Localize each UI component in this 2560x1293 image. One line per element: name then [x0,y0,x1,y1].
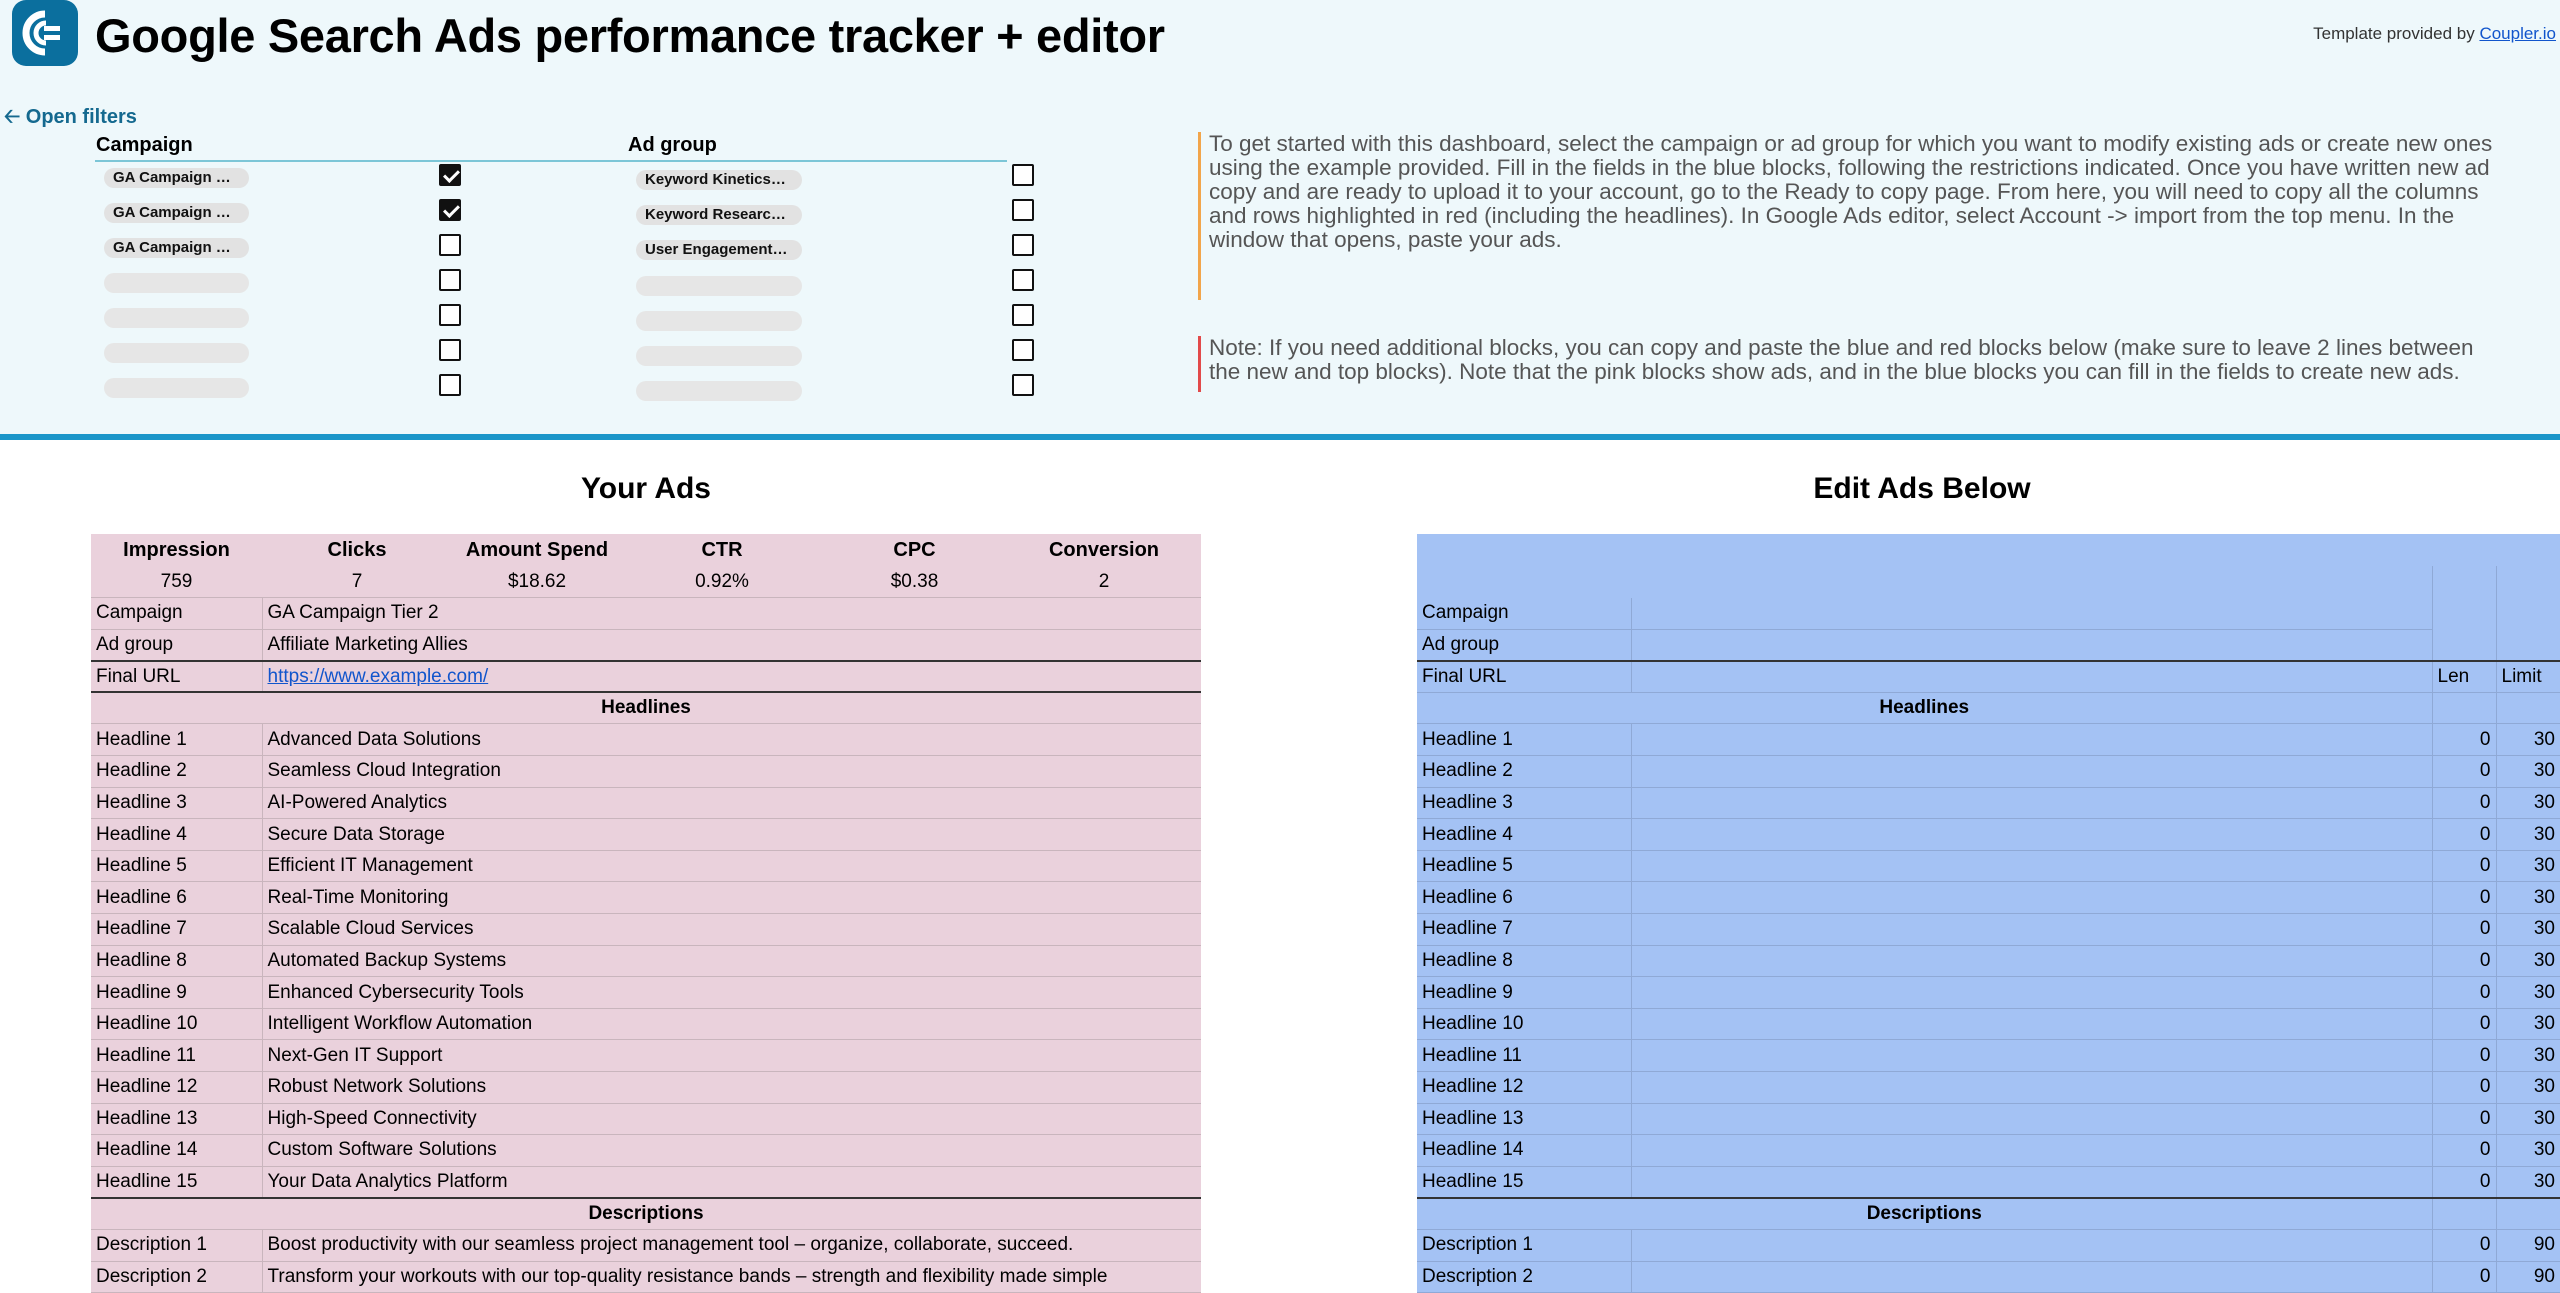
table-row [1417,661,2560,693]
row-label: Description 2 [91,1261,262,1293]
campaign-checkbox[interactable] [439,269,461,291]
headline-input[interactable] [1631,1040,2432,1072]
headline-input[interactable] [1631,914,2432,946]
table-row [1417,1135,2560,1167]
headline-text[interactable]: Enhanced Cybersecurity Tools [262,977,1201,1009]
campaign-checkbox[interactable] [439,234,461,256]
row-label: Description 2 [1417,1261,1631,1293]
adgroup-checkbox[interactable] [1012,269,1034,291]
row-label: Headline 13 [91,1103,262,1135]
table-row [91,1166,1201,1198]
table-row [91,598,1201,630]
campaign-checkbox[interactable] [439,164,461,186]
len-value: 0 [2432,850,2496,882]
campaign-chip-empty [104,343,249,363]
row-label: Final URL [1417,661,1631,693]
row-label: Ad group [1417,629,1631,661]
adgroup-value[interactable]: Affiliate Marketing Allies [262,629,1201,661]
adgroup-checkbox[interactable] [1012,234,1034,256]
headline-text[interactable]: Robust Network Solutions [262,1072,1201,1104]
row-label: Final URL [91,661,262,693]
table-row [1417,1103,2560,1135]
headline-input[interactable] [1631,850,2432,882]
limit-value: 30 [2496,819,2560,851]
row-label: Headline 12 [1417,1072,1631,1104]
len-value: 0 [2432,787,2496,819]
len-value: 0 [2432,756,2496,788]
table-row [1417,977,2560,1009]
headline-text[interactable]: Seamless Cloud Integration [262,756,1201,788]
headline-input[interactable] [1631,1135,2432,1167]
row-label: Headline 9 [1417,977,1631,1009]
table-row [91,661,1201,693]
table-row [91,819,1201,851]
campaign-chip[interactable]: GA Campaign … [104,238,249,258]
row-label: Headline 11 [1417,1040,1631,1072]
row-label: Headline 3 [1417,787,1631,819]
row-label: Headline 8 [1417,945,1631,977]
table-row [91,724,1201,756]
row-label: Headline 10 [1417,1008,1631,1040]
row-label: Headline 15 [91,1166,262,1198]
row-label: Headline 1 [1417,724,1631,756]
len-value: 0 [2432,1229,2496,1261]
campaign-checkbox[interactable] [439,199,461,221]
row-label: Headline 5 [91,850,262,882]
row-label: Ad group [91,629,262,661]
len-header: Len [2432,661,2496,693]
row-label: Headline 8 [91,945,262,977]
table-row [91,1103,1201,1135]
headline-text[interactable]: Your Data Analytics Platform [262,1166,1201,1198]
table-row [1417,756,2560,788]
open-filters-button[interactable]: 🡠 Open filters [4,106,137,128]
table-row [1417,914,2560,946]
table-row [1417,1166,2560,1198]
additional-blocks-note: Note: If you need additional blocks, you can copy and paste the blue and red blocks below (make sure to leave 2 lines between the new and top blocks). Note that the pink blocks show ads, and in the blue blocks you can fill in the fields to create new ads. [1198,336,2508,392]
len-value: 0 [2432,1261,2496,1293]
final-url-input[interactable] [1631,661,2432,693]
campaign-checkbox[interactable] [439,374,461,396]
campaign-input[interactable] [1631,598,2432,630]
table-row [1417,819,2560,851]
adgroup-checkbox[interactable] [1012,199,1034,221]
table-row [1417,1072,2560,1104]
table-row [91,1229,1201,1261]
table-row [91,1008,1201,1040]
table-row [91,1072,1201,1104]
limit-value: 30 [2496,1072,2560,1104]
template-credit: Template provided by Coupler.io [2313,24,2556,43]
filter-divider [95,160,1007,162]
table-row [1417,882,2560,914]
instructions-note: To get started with this dashboard, select the campaign or ad group for which you want to modify existing ads or create new ones using the example provided. Fill in the fields in the blue blocks, following the restrictions indicated. Once you have written new ad copy and are ready to upload it to your account, go to the Ready to copy page. From here, you will need to copy all the columns and rows highlighted in red (including the headlines). In Google Ads editor, select Account -> import from the top menu. In the window that opens, paste your ads. [1198,132,2508,300]
adgroup-chip[interactable]: Keyword Researc… [636,205,802,225]
headline-text[interactable]: Intelligent Workflow Automation [262,1008,1201,1040]
headline-text[interactable]: Custom Software Solutions [262,1135,1201,1167]
limit-value: 90 [2496,1261,2560,1293]
limit-value: 30 [2496,1166,2560,1198]
campaign-checkbox[interactable] [439,339,461,361]
stat-value: $18.62 [452,566,622,598]
headline-text[interactable]: Automated Backup Systems [262,945,1201,977]
table-row [1417,1229,2560,1261]
row-label: Headline 1 [91,724,262,756]
adgroup-input[interactable] [1631,629,2432,661]
headline-input[interactable] [1631,724,2432,756]
row-label: Campaign [91,598,262,630]
headlines-group-label: Headlines [1417,692,2432,724]
headline-input[interactable] [1631,1008,2432,1040]
len-value: 0 [2432,1103,2496,1135]
limit-value: 30 [2496,756,2560,788]
headline-input[interactable] [1631,756,2432,788]
row-label: Headline 13 [1417,1103,1631,1135]
description-text[interactable]: Boost productivity with our seamless project management tool – organize, collaborate, succeed. [262,1229,1201,1261]
table-row [91,850,1201,882]
len-value: 0 [2432,882,2496,914]
row-label: Headline 7 [1417,914,1631,946]
headline-text[interactable]: AI-Powered Analytics [262,787,1201,819]
row-label: Description 1 [1417,1229,1631,1261]
headline-input[interactable] [1631,1072,2432,1104]
table-row [91,787,1201,819]
limit-value: 30 [2496,1008,2560,1040]
limit-value: 30 [2496,1135,2560,1167]
row-label: Headline 12 [91,1072,262,1104]
edit-ads-title: Edit Ads Below [1813,472,2031,505]
table-row [91,629,1201,661]
table-row [91,977,1201,1009]
headline-input[interactable] [1631,882,2432,914]
headline-input[interactable] [1631,819,2432,851]
row-label: Headline 6 [91,882,262,914]
limit-value: 30 [2496,724,2560,756]
headline-input[interactable] [1631,1166,2432,1198]
table-row [1417,598,2560,630]
headline-text[interactable]: Scalable Cloud Services [262,914,1201,946]
adgroup-chip-empty [636,381,802,401]
table-row [1417,724,2560,756]
row-label: Headline 4 [1417,819,1631,851]
campaign-chip[interactable]: GA Campaign … [104,203,249,223]
headline-input[interactable] [1631,1103,2432,1135]
table-row [1417,787,2560,819]
page-title: Google Search Ads performance tracker + editor [95,9,1165,62]
limit-value: 30 [2496,977,2560,1009]
campaign-value[interactable]: GA Campaign Tier 2 [262,598,1201,630]
table-row [1417,1008,2560,1040]
table-row [1417,1040,2560,1072]
row-label: Description 1 [91,1229,262,1261]
row-label: Headline 4 [91,819,262,851]
adgroup-filter-heading: Ad group [628,134,717,156]
row-label: Headline 6 [1417,882,1631,914]
headline-text[interactable]: High-Speed Connectivity [262,1103,1201,1135]
limit-value: 30 [2496,945,2560,977]
table-row [91,756,1201,788]
campaign-chip[interactable]: GA Campaign … [104,168,249,188]
table-row [91,945,1201,977]
stat-header: Amount Spend [465,538,609,561]
headline-text[interactable]: Advanced Data Solutions [262,724,1201,756]
len-value: 0 [2432,945,2496,977]
adgroup-chip-empty [636,276,802,296]
len-value: 0 [2432,914,2496,946]
limit-value: 30 [2496,1040,2560,1072]
limit-value: 30 [2496,787,2560,819]
edit-ads-table [1417,534,2560,1293]
row-label: Headline 14 [91,1135,262,1167]
headline-text[interactable]: Real-Time Monitoring [262,882,1201,914]
table-row [91,882,1201,914]
limit-value: 30 [2496,850,2560,882]
limit-value: 30 [2496,1103,2560,1135]
your-ads-table [91,534,1201,1293]
row-label: Headline 5 [1417,850,1631,882]
headline-input[interactable] [1631,945,2432,977]
len-value: 0 [2432,977,2496,1009]
table-row [91,914,1201,946]
description-input[interactable] [1631,1229,2432,1261]
len-value: 0 [2432,1135,2496,1167]
table-row [1417,945,2560,977]
adgroup-checkbox[interactable] [1012,374,1034,396]
limit-value: 30 [2496,914,2560,946]
headline-text[interactable]: Secure Data Storage [262,819,1201,851]
stat-header: CPC [893,538,936,561]
row-label: Headline 15 [1417,1166,1631,1198]
row-label: Headline 2 [91,756,262,788]
row-label: Headline 11 [91,1040,262,1072]
stat-value: 2 [1007,566,1201,598]
len-value: 0 [2432,1008,2496,1040]
adgroup-chip-empty [636,346,802,366]
adgroup-chip[interactable]: Keyword Kinetics… [636,170,802,190]
row-label: Headline 10 [91,1008,262,1040]
table-row [1417,850,2560,882]
limit-value: 90 [2496,1229,2560,1261]
adgroup-checkbox[interactable] [1012,339,1034,361]
headline-text[interactable]: Next-Gen IT Support [262,1040,1201,1072]
coupler-logo-icon [12,0,78,66]
row-label: Headline 14 [1417,1135,1631,1167]
adgroup-chip[interactable]: User Engagement… [636,240,802,260]
header-divider [0,434,2560,440]
adgroup-checkbox[interactable] [1012,164,1034,186]
headlines-group-label: Headlines [91,692,1201,724]
limit-header: Limit [2496,661,2560,693]
row-label: Headline 3 [91,787,262,819]
len-value: 0 [2432,1166,2496,1198]
limit-value: 30 [2496,882,2560,914]
row-label: Headline 9 [91,977,262,1009]
your-ads-title: Your Ads [580,472,711,505]
len-value: 0 [2432,1040,2496,1072]
adgroup-chip-empty [636,311,802,331]
campaign-chip-empty [104,308,249,328]
campaign-filter-heading: Campaign [96,134,193,156]
len-value: 0 [2432,724,2496,756]
table-row [91,1261,1201,1293]
stat-value: $0.38 [822,566,1007,598]
adgroup-checkbox[interactable] [1012,304,1034,326]
table-row [91,1040,1201,1072]
stat-header: Conversion [1048,538,1160,561]
stat-header: Clicks [327,538,387,561]
table-row [91,1135,1201,1167]
campaign-checkbox[interactable] [439,304,461,326]
table-row [1417,629,2560,661]
stat-value: 759 [91,566,262,598]
headline-input[interactable] [1631,977,2432,1009]
description-text[interactable]: Transform your workouts with our top-quality resistance bands – strength and flexibility made simple [262,1261,1201,1293]
campaign-chip-empty [104,273,249,293]
dashboard-header [0,0,2560,434]
descriptions-group-label: Descriptions [91,1198,1201,1230]
stat-value: 7 [262,566,452,598]
len-value: 0 [2432,1072,2496,1104]
coupler-link[interactable]: Coupler.io [2479,24,2556,43]
stat-value: 0.92% [622,566,822,598]
row-label: Campaign [1417,598,1631,630]
headline-input[interactable] [1631,787,2432,819]
arrow-left-icon: 🡠 [4,106,21,128]
stat-header: Impression [123,538,230,561]
len-value: 0 [2432,819,2496,851]
stat-header: CTR [701,538,743,561]
descriptions-group-label: Descriptions [1417,1198,2432,1230]
row-label: Headline 7 [91,914,262,946]
row-label: Headline 2 [1417,756,1631,788]
table-row [1417,1261,2560,1293]
campaign-chip-empty [104,378,249,398]
final-url-link[interactable]: https://www.example.com/ [267,665,489,687]
headline-text[interactable]: Efficient IT Management [262,850,1201,882]
description-input[interactable] [1631,1261,2432,1293]
